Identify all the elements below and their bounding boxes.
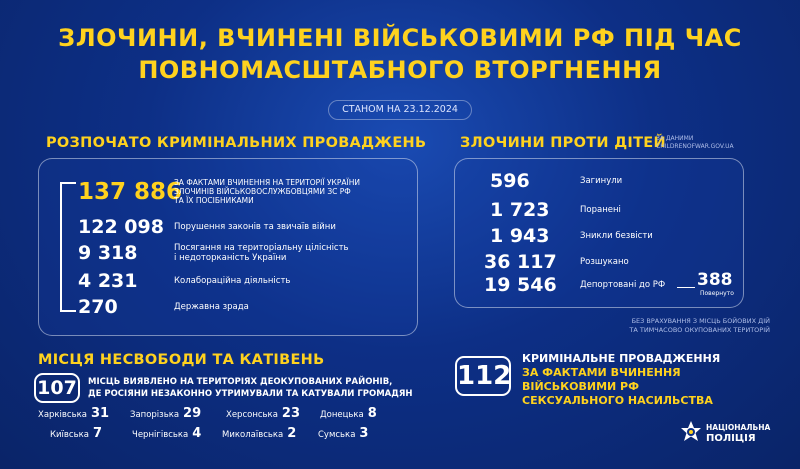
- criminal-text: [174, 178, 360, 205]
- criminal-text-line: і недоторканість України: [174, 253, 287, 263]
- region-donetsk: [320, 406, 377, 421]
- criminal-text: Колабораційна діяльність: [174, 276, 291, 286]
- police-badge-icon: [680, 420, 702, 446]
- criminal-value: 270: [78, 296, 118, 318]
- criminal-item-integrity: [78, 242, 349, 264]
- region-kharkiv: [38, 406, 109, 421]
- region-name: Запорізька: [130, 410, 180, 420]
- region-value: 7: [92, 426, 103, 441]
- region-kherson: [226, 406, 300, 421]
- criminal-item-treason: [78, 296, 249, 318]
- source-line: CHILDRENOFWAR.GOV.UA: [656, 143, 734, 150]
- criminal-text-line: Посягання на територіальну цілісність: [174, 243, 349, 253]
- region-value: 31: [90, 406, 110, 421]
- children-item-injured: [490, 199, 621, 221]
- region-name: Київська: [50, 430, 89, 440]
- deported-connector: [677, 287, 695, 288]
- region-value: 2: [287, 426, 297, 441]
- region-name: Чернігівська: [132, 430, 189, 440]
- children-value: 19 546: [484, 274, 557, 296]
- children-value: 1 943: [490, 225, 550, 247]
- returned-label: Повернуто: [700, 290, 734, 297]
- region-value: 3: [359, 426, 369, 441]
- page-title: [0, 22, 800, 86]
- sexual-text-line: ВІЙСЬКОВИМИ РФ: [522, 380, 640, 393]
- children-label: Депортовані до РФ: [580, 280, 666, 290]
- region-value: 23: [281, 406, 300, 421]
- note-line: ТА ТИМЧАСОВО ОКУПОВАНИХ ТЕРИТОРІЙ: [629, 326, 770, 334]
- returned-value: 388: [697, 270, 733, 290]
- detention-text-line: ДЕ РОСІЯНИ НЕЗАКОННО УТРИМУВАЛИ ТА КАТУВАЛИ ГРОМАДЯН: [88, 389, 413, 399]
- region-value: 29: [183, 406, 202, 421]
- children-source: [656, 135, 734, 151]
- children-item-missing: [490, 225, 653, 247]
- region-name: Херсонська: [226, 410, 278, 420]
- children-label: Розшукано: [580, 257, 629, 267]
- region-name: Миколаївська: [222, 430, 284, 440]
- criminal-value: 137 886: [78, 178, 183, 205]
- criminal-text: Державна зрада: [174, 302, 249, 312]
- logo-line: НАЦІОНАЛЬНА: [706, 423, 771, 432]
- region-name: Сумська: [318, 430, 356, 440]
- children-heading: ЗЛОЧИНИ ПРОТИ ДІТЕЙ: [460, 135, 666, 151]
- logo-line: ПОЛІЦІЯ: [706, 433, 756, 444]
- criminal-value: 9 318: [78, 242, 138, 264]
- criminal-item-total: [78, 178, 360, 205]
- criminal-bracket: [60, 182, 76, 312]
- criminal-text-line: ЗЛОЧИНІВ ВІЙСЬКОВОСЛУЖБОВЦЯМИ ЗС РФ: [174, 187, 351, 196]
- children-value: 36 117: [484, 251, 557, 273]
- date-badge: СТАНОМ НА 23.12.2024: [328, 100, 472, 120]
- criminal-item-laws: [78, 216, 336, 238]
- region-name: Донецька: [320, 410, 364, 420]
- region-kyiv: [50, 426, 102, 441]
- children-value: 596: [490, 170, 530, 192]
- sexual-text-line: СЕКСУАЛЬНОГО НАСИЛЬСТВА: [522, 394, 713, 407]
- criminal-text: Порушення законів та звичаїв війни: [174, 222, 336, 232]
- title-line-2: ПОВНОМАСШТАБНОГО ВТОРГНЕННЯ: [138, 56, 662, 84]
- sexual-text: [522, 352, 720, 408]
- sexual-text-line: ЗА ФАКТАМИ ВЧИНЕННЯ: [522, 366, 681, 379]
- children-item-killed: [490, 170, 622, 192]
- children-label: Загинули: [580, 176, 623, 186]
- detention-text: [88, 376, 413, 400]
- region-mykolaiv: [222, 426, 296, 441]
- children-item-deported: [484, 274, 665, 296]
- region-value: 8: [367, 406, 377, 421]
- police-logo-text: [706, 423, 770, 445]
- criminal-value: 122 098: [78, 216, 164, 238]
- children-label: Поранені: [580, 205, 621, 215]
- criminal-text-line: ЗА ФАКТАМИ ВЧИНЕННЯ НА ТЕРИТОРІЇ УКРАЇНИ: [174, 178, 360, 187]
- region-sumy: [318, 426, 368, 441]
- children-item-found: [484, 251, 629, 273]
- note-line: БЕЗ ВРАХУВАННЯ З МІСЦЬ БОЙОВИХ ДІЙ: [631, 317, 770, 325]
- region-name: Харківська: [38, 410, 87, 420]
- criminal-text-line: ТА ЇХ ПОСІБНИКАМИ: [174, 196, 254, 205]
- title-line-1: ЗЛОЧИНИ, ВЧИНЕНІ ВІЙСЬКОВИМИ РФ ПІД ЧАС: [58, 24, 742, 52]
- criminal-item-collaboration: [78, 270, 290, 292]
- detention-text-line: МІСЦЬ ВИЯВЛЕНО НА ТЕРИТОРІЯХ ДЕОКУПОВАНИХ РАЙОНІВ,: [88, 377, 393, 387]
- children-value: 1 723: [490, 199, 550, 221]
- criminal-text: [174, 243, 349, 263]
- children-label: Зникли безвісти: [580, 231, 653, 241]
- region-value: 4: [192, 426, 202, 441]
- source-line: ЗА ДАНИМИ: [656, 135, 694, 142]
- sexual-count-badge: 112: [455, 356, 511, 396]
- children-note: [629, 317, 770, 335]
- criminal-value: 4 231: [78, 270, 138, 292]
- region-zaporizhzhia: [130, 406, 201, 421]
- detention-count-badge: 107: [34, 373, 80, 403]
- region-chernihiv: [132, 426, 201, 441]
- criminal-heading: РОЗПОЧАТО КРИМІНАЛЬНИХ ПРОВАДЖЕНЬ: [46, 135, 427, 151]
- detention-heading: МІСЦЯ НЕСВОБОДИ ТА КАТІВЕНЬ: [38, 352, 325, 368]
- sexual-text-line: КРИМІНАЛЬНЕ ПРОВАДЖЕННЯ: [522, 352, 721, 365]
